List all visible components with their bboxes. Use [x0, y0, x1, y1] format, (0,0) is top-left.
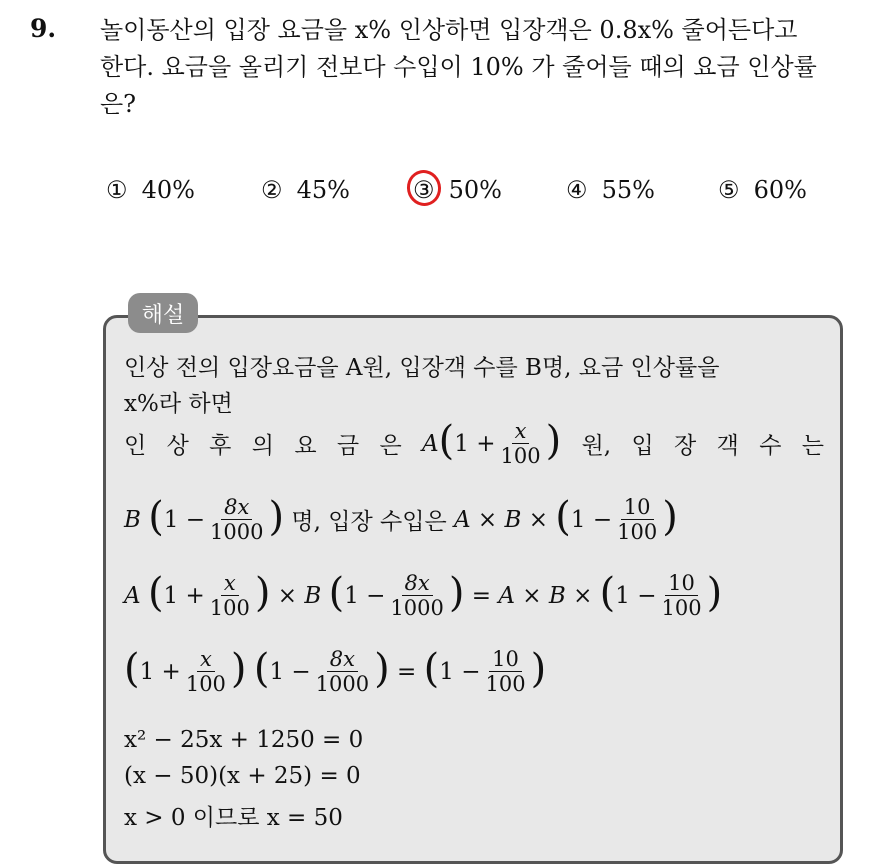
l5-f1-den: 100 [209, 596, 250, 621]
l4-f2-num: 10 [621, 495, 654, 520]
l5-eq: = A × B × [471, 582, 593, 609]
l4-fraction-2 [614, 495, 660, 544]
l6-one-minus-2: 1 − [439, 658, 481, 685]
l3-w1: 상 [166, 433, 189, 460]
l4-f2-den: 100 [617, 520, 658, 545]
choice-5[interactable] [718, 176, 807, 204]
question-text [100, 12, 860, 123]
l5-one-plus: 1 + [163, 582, 205, 609]
l5-f3-den: 100 [661, 596, 702, 621]
l4-one-minus: 1 − [163, 506, 206, 533]
l5-fraction-2 [387, 571, 446, 620]
l3-t1: 장 [674, 433, 697, 460]
l5-f3-num: 10 [665, 571, 698, 596]
l3-w4: 요 [294, 433, 317, 460]
choice-1-value: 40% [141, 176, 195, 204]
choice-3[interactable] [413, 176, 502, 204]
l3-w0: 인 [124, 433, 147, 460]
l3-w5: 금 [336, 433, 360, 460]
choice-2-value: 45% [296, 176, 350, 204]
l6-f1-den: 100 [185, 672, 226, 697]
l6-fraction-2 [313, 647, 372, 696]
l3-frac-num: x [512, 419, 530, 444]
l5-a: A [124, 582, 141, 609]
l6-f3-num: 10 [489, 647, 522, 672]
l5-one-minus: 1 − [344, 582, 386, 609]
l3-fraction [498, 419, 544, 468]
l6-f2-num: 8x [327, 647, 358, 672]
l4-mid: 명, 입장 수입은 [291, 509, 447, 536]
solution-line-5: A ( 1 + $\frac{x}{100}$ ) × B ( 1 − $\frac{8x}{1000}$ ) = A × B × ( 1 − $\frac{10}{100}$ ) [124, 569, 723, 621]
l3-a: A [422, 430, 439, 457]
choice-4[interactable] [566, 176, 655, 204]
l4-one-minus-2: 1 − [570, 506, 613, 533]
l4-fraction-1 [207, 495, 266, 544]
l5-f1-num: x [221, 571, 239, 596]
l3-t4: 는 [801, 433, 824, 460]
question-line-3: 은? [100, 90, 137, 118]
l5-times-b: × B [277, 582, 322, 609]
choice-3-value: 50% [448, 176, 502, 204]
l6-eq: = [397, 658, 417, 685]
l3-w3: 의 [251, 433, 274, 460]
question-number: 9. [30, 14, 57, 43]
choice-5-mark: ⑤ [718, 176, 740, 204]
l6-fraction-3 [482, 647, 528, 696]
l6-fraction-1 [183, 647, 229, 696]
l4-ab: A × B × [453, 506, 548, 533]
l5-f2-num: 8x [402, 571, 433, 596]
l5-fraction-1 [207, 571, 253, 620]
l5-f2-den: 1000 [390, 596, 444, 621]
solution-line-8: (x − 50)(x + 25) = 0 [124, 763, 361, 789]
l6-f3-den: 100 [485, 672, 526, 697]
choice-3-mark: ③ [413, 176, 435, 204]
solution-line-7: x² − 25x + 1250 = 0 [124, 727, 364, 753]
l6-f2-den: 1000 [315, 672, 370, 697]
l3-t0: 입 [631, 433, 654, 460]
l6-one-plus: 1 + [139, 658, 181, 685]
l3-t3: 수 [759, 433, 782, 460]
l5-fraction-3 [659, 571, 705, 620]
choice-5-value: 60% [753, 176, 807, 204]
l6-f1-num: x [197, 647, 215, 672]
choice-2-mark: ② [261, 176, 283, 204]
l4-f1-num: 8x [221, 495, 252, 520]
solution-line-3 [124, 419, 824, 468]
choice-1-mark: ① [106, 176, 128, 204]
question-line-1: 놀이동산의 입장 요금을 x% 인상하면 입장객은 0.8x% 줄어든다고 [100, 16, 798, 44]
solution-line-9: x > 0 이므로 x = 50 [124, 805, 343, 831]
l3-t2: 객 [716, 433, 739, 460]
choice-4-mark: ④ [566, 176, 588, 204]
choice-4-value: 55% [601, 176, 655, 204]
solution-tag: 해설 [128, 293, 198, 333]
l6-one-minus: 1 − [269, 658, 311, 685]
solution-line-1: 인상 전의 입장요금을 A원, 입장객 수를 B명, 요금 인상률을 [124, 355, 720, 381]
l3-frac-den: 100 [500, 444, 541, 469]
solution-line-6: ( 1 + $\frac{x}{100}$ ) ( 1 − $\frac{8x}{1000}$ ) = ( 1 − $\frac{10}{100}$ ) [124, 645, 547, 697]
solution-line-2: x%라 하면 [124, 391, 233, 417]
l5-one-minus-2: 1 − [615, 582, 657, 609]
solution-line-4: B ( 1 − $\frac{8x}{1000}$ ) 명, 입장 수입은 A × B × ( 1 − $\frac{10}{100}$ ) [124, 493, 678, 545]
question-line-2: 한다. 요금을 올리기 전보다 수입이 10% 가 줄어들 때의 요금 인상률 [100, 53, 817, 81]
choice-1[interactable] [106, 176, 195, 204]
l3-w6: 은 [379, 433, 402, 460]
l4-b: B [124, 506, 141, 533]
choice-2[interactable] [261, 176, 350, 204]
l4-f1-den: 1000 [210, 520, 264, 545]
l3-w2: 후 [209, 433, 232, 460]
l3-won: 원, [581, 433, 612, 460]
l3-one-plus: 1 + [454, 430, 496, 457]
l3-expression: A ( 1 + $\frac{x}{100}$ ) [422, 417, 562, 469]
